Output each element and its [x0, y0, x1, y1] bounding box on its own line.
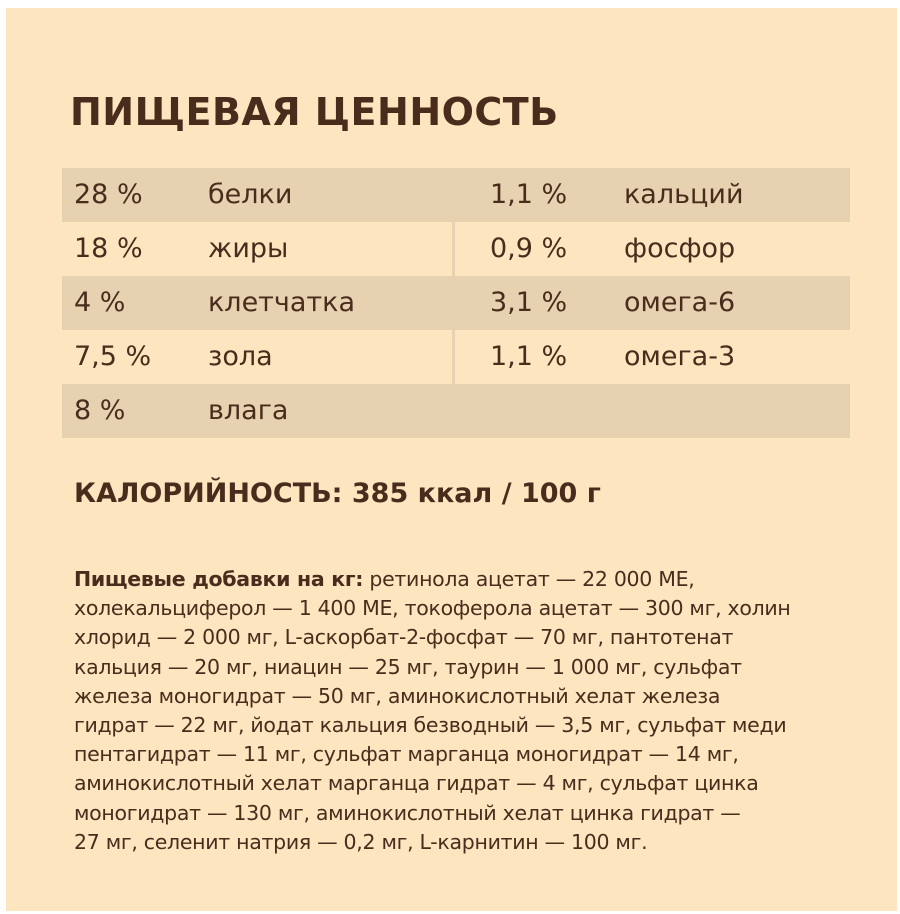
mineral-label: фосфор	[624, 233, 736, 264]
nutrient-label: влага	[208, 395, 289, 426]
mineral-value: 1,1 %	[490, 341, 568, 372]
nutrient-value: 8 %	[74, 395, 126, 426]
nutrient-value: 18 %	[74, 233, 143, 264]
additives-line: аминокислотный хелат марганца гидрат — 4 мг, сульфат цинка	[74, 771, 759, 796]
additives-line	[74, 565, 864, 594]
nutrient-value: 28 %	[74, 179, 143, 210]
nutrient-label: клетчатка	[208, 287, 355, 318]
table-row	[62, 168, 850, 222]
nutrition-card	[6, 8, 897, 911]
calorie-info: КАЛОРИЙНОСТЬ: 385 ккал / 100 г	[74, 478, 601, 509]
nutrient-value: 4 %	[74, 287, 126, 318]
mineral-label: кальций	[624, 179, 744, 210]
table-row	[62, 222, 850, 276]
page-title: ПИЩЕВАЯ ЦЕННОСТЬ	[70, 90, 559, 134]
mineral-value: 3,1 %	[490, 287, 568, 318]
additives-line: моногидрат — 130 мг, аминокислотный хелат цинка гидрат —	[74, 800, 741, 825]
mineral-label: омега-3	[624, 341, 736, 372]
table-row	[62, 330, 850, 384]
additives-text: ретинола ацетат — 22 000 МЕ,	[363, 567, 695, 591]
column-divider	[452, 222, 455, 384]
mineral-value: 1,1 %	[490, 179, 568, 210]
additives-line: 27 мг, селенит натрия — 0,2 мг, L-карнитин — 100 мг.	[74, 829, 648, 854]
additives-line: железа моногидрат — 50 мг, аминокислотный хелат железа	[74, 683, 721, 708]
additives-line: хлорид — 2 000 мг, L-аскорбат-2-фосфат — 70 мг, пантотенат	[74, 625, 734, 650]
nutrient-label: зола	[208, 341, 273, 372]
additives-line: гидрат — 22 мг, йодат кальция безводный — 3,5 мг, сульфат меди	[74, 712, 787, 737]
nutrient-label: белки	[208, 179, 293, 210]
nutrient-value: 7,5 %	[74, 341, 152, 372]
table-row	[62, 384, 850, 438]
table-row	[62, 276, 850, 330]
nutrient-label: жиры	[208, 233, 289, 264]
additives-line: пентагидрат — 11 мг, сульфат марганца моногидрат — 14 мг,	[74, 742, 739, 767]
nutrition-table	[62, 168, 850, 438]
additives-paragraph	[74, 565, 864, 857]
mineral-value: 0,9 %	[490, 233, 568, 264]
additives-line: холекальциферол — 1 400 МЕ, токоферола ацетат — 300 мг, холин	[74, 596, 791, 621]
additives-lead: Пищевые добавки на кг:	[74, 567, 364, 591]
mineral-label: омега-6	[624, 287, 736, 318]
additives-line: кальция — 20 мг, ниацин — 25 мг, таурин — 1 000 мг, сульфат	[74, 654, 742, 679]
